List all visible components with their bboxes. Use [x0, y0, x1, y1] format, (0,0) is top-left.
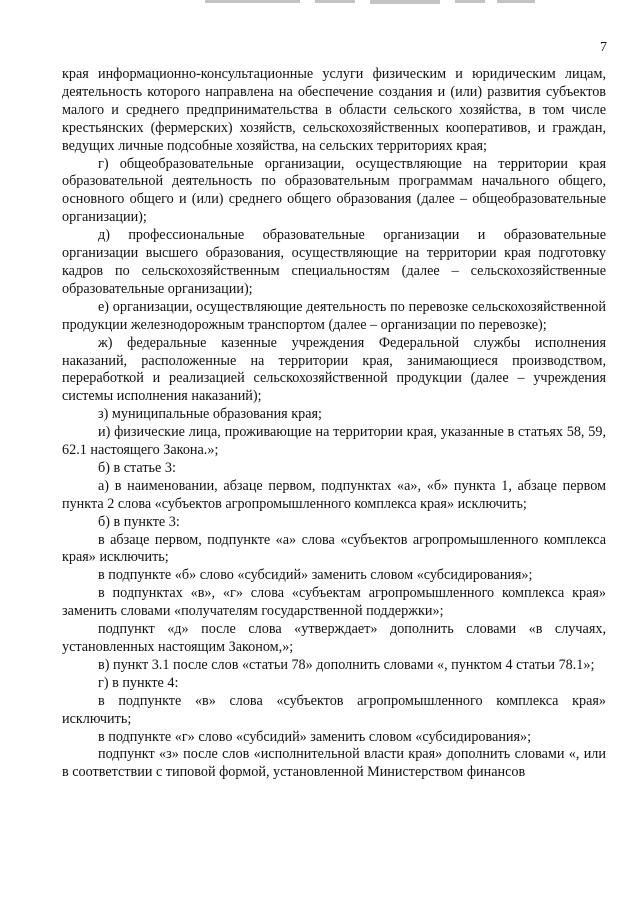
paragraph-item-e: е) организации, осуществляющие деятельность по перевозке сельскохозяйственной продукции железнодорожным транспортом (далее – организации по перевозке);	[62, 298, 606, 333]
paragraph-item-zh: ж) федеральные казенные учреждения Федеральной службы исполнения наказаний, расположенные на территории края, занимающиеся производством, переработкой и реализацией сельскохозяйственной продукции (далее – учреждения системы исполнения наказаний);	[62, 334, 606, 405]
paragraph-amend-1: в абзаце первом, подпункте «а» слова «субъектов агропромышленного комплекса края» исключить;	[62, 531, 606, 566]
paragraph-amend-5: в подпункте «в» слова «субъектов агропромышленного комплекса края» исключить;	[62, 692, 606, 727]
page-number: 7	[600, 40, 607, 55]
paragraph-item-z: з) муниципальные образования края;	[98, 406, 322, 423]
paragraph-article-3: б) в статье 3:	[98, 459, 176, 476]
paragraph-amend-7: подпункт «з» после слов «исполнительной власти края» дополнить словами «, или в соответствии с типовой формой, установленной Министерством финансов	[62, 746, 606, 781]
paragraph-continuation: края информационно-консультационные услуги физическим и юридическим лицам, деятельность которого направлена на обеспечение создания и (или) развития субъектов малого и среднего предпринимательства в области сельского хозяйства, в том числе крестьянских (фермерских) хозяйств, сельскохозяйственных кооперативов, и граждан, ведущих личные подсобные хозяйства, на сельских территориях края;	[62, 66, 606, 154]
paragraph-amend-6: в подпункте «г» слово «субсидий» заменить словом «субсидирования»;	[98, 728, 532, 745]
paragraph-item-d: д) профессиональные образовательные организации и образовательные организации высшего образования, осуществляющие на территории края подготовку кадров по сельскохозяйственным специальностям (далее – сельскохозяйственные образовательные организации);	[62, 227, 606, 297]
paragraph-amend-3: в подпунктах «в», «г» слова «субъектам агропромышленного комплекса края» заменить словами «получателям государственной поддержки»;	[62, 585, 606, 620]
paragraph-item-i: и) физические лица, проживающие на территории края, указанные в статьях 58, 59, 62.1 настоящего Закона.»;	[62, 424, 606, 459]
paragraph-amend-4: подпункт «д» после слова «утверждает» дополнить словами «в случаях, установленных настоящим Законом,»;	[62, 621, 606, 655]
paragraph-amend-2: в подпункте «б» слово «субсидий» заменить словом «субсидирования»;	[98, 567, 533, 584]
paragraph-point-3: б) в пункте 3:	[98, 513, 180, 530]
paragraph-amend-a: а) в наименовании, абзаце первом, подпунктах «а», «б» пункта 1, абзаце первом пункта 2 слова «субъектов агропромышленного комплекса края» исключить;	[62, 477, 606, 512]
paragraph-point-4: г) в пункте 4:	[98, 674, 179, 691]
document-body	[62, 66, 606, 782]
scan-artifact-marks	[205, 0, 535, 6]
paragraph-item-g: г) общеобразовательные организации, осуществляющие на территории края образовательной деятельность по образовательным программам начального общего, основного общего и (или) среднего общего образования (далее – общеобразовательные организации);	[62, 155, 606, 226]
paragraph-amend-v: в) пункт 3.1 после слов «статьи 78» дополнить словами «, пунктом 4 статьи 78.1»;	[98, 656, 595, 673]
